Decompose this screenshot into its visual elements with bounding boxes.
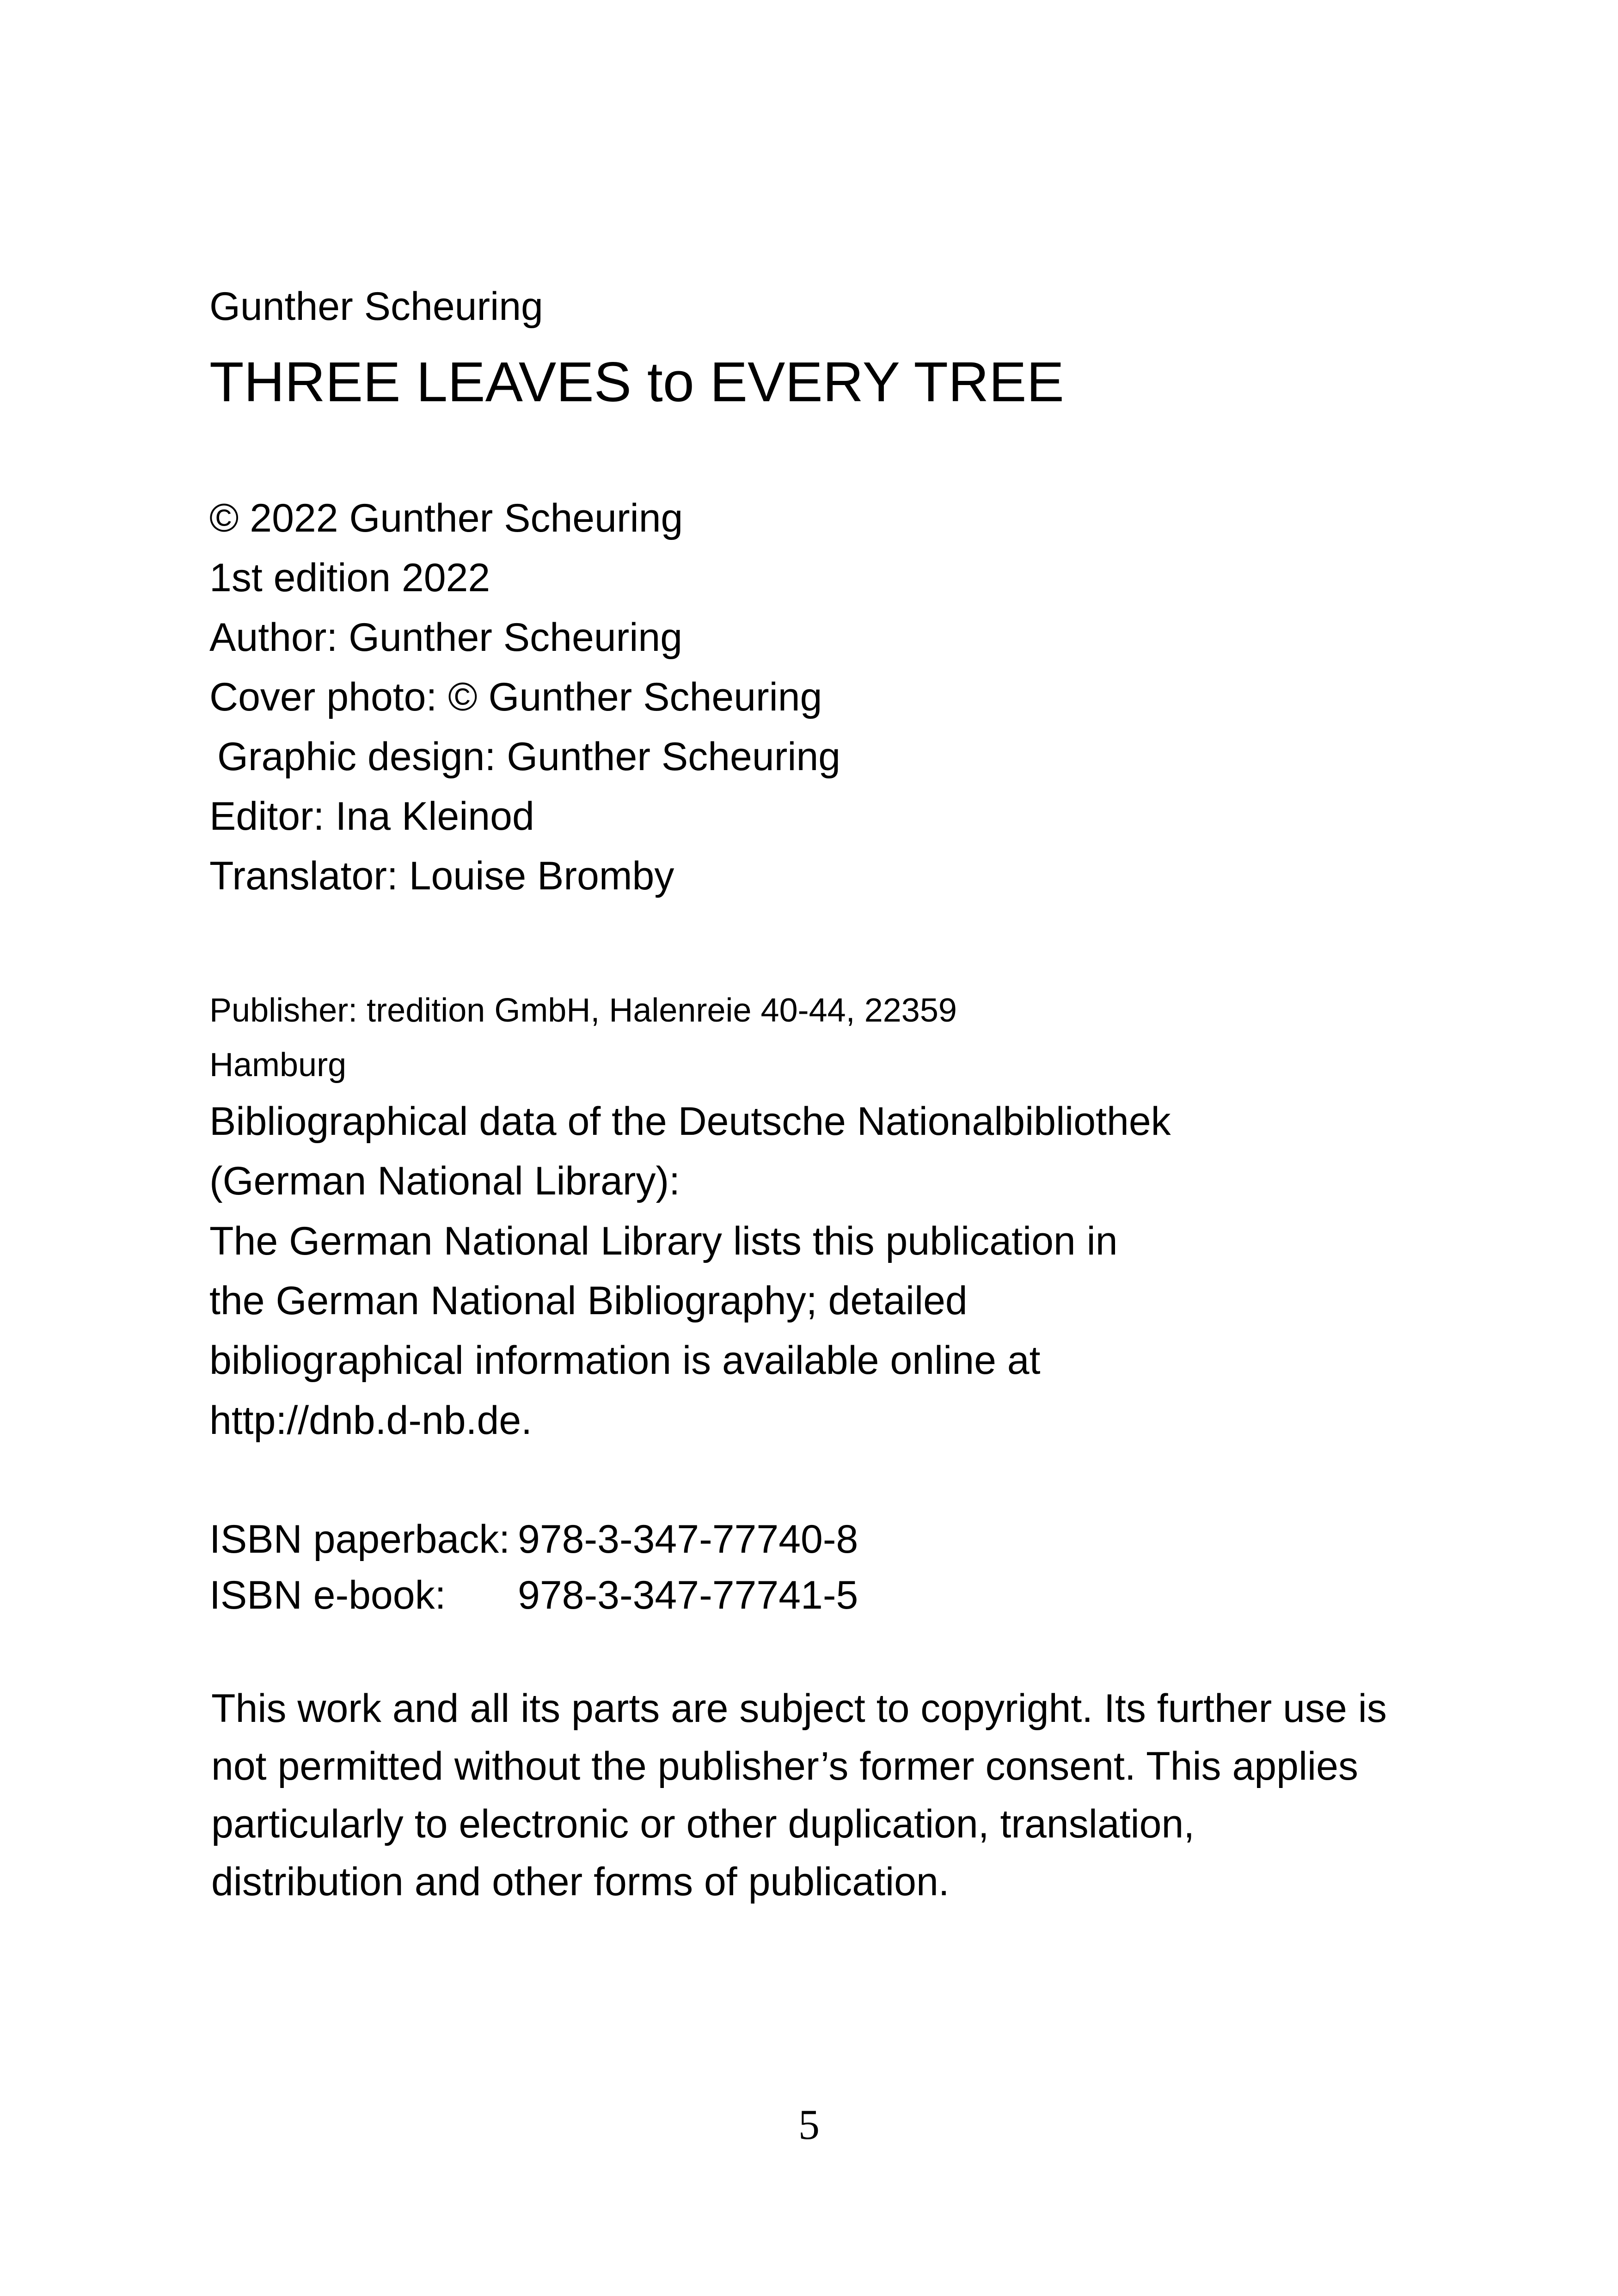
notice-line: not permitted without the publisher’s former consent. This applies (211, 1744, 1358, 1788)
isbn-ebook-label: ISBN e-book: (209, 1573, 446, 1617)
notice-line: particularly to electronic or other duplication, translation, (211, 1802, 1195, 1846)
bibliography-url: http://dnb.d-nb.de. (209, 1398, 533, 1443)
notice-line: This work and all its parts are subject to copyright. Its further use is (211, 1686, 1387, 1731)
graphic-design-credit: Graphic design: Gunther Scheuring (217, 735, 841, 779)
publisher-city: Hamburg (209, 1047, 347, 1084)
publisher-line: Publisher: tredition GmbH, Halenreie 40-44, 22359 (209, 992, 957, 1029)
copyright-line: © 2022 Gunther Scheuring (209, 496, 683, 540)
translator-credit: Translator: Louise Bromby (209, 854, 674, 898)
bibliography-line: the German National Bibliography; detailed (209, 1279, 968, 1323)
author-credit: Author: Gunther Scheuring (209, 615, 683, 660)
cover-photo-credit: Cover photo: © Gunther Scheuring (209, 675, 822, 719)
editor-credit: Editor: Ina Kleinod (209, 794, 534, 839)
isbn-ebook-value: 978-3-347-77741-5 (518, 1573, 858, 1617)
isbn-paperback-label: ISBN paperback: (209, 1517, 510, 1561)
bibliography-line: Bibliographical data of the Deutsche Nationalbibliothek (209, 1099, 1171, 1144)
bibliography-line: (German National Library): (209, 1159, 680, 1203)
book-title: THREE LEAVES to EVERY TREE (209, 350, 1064, 413)
bibliography-line: bibliographical information is available online at (209, 1338, 1041, 1383)
author-name: Gunther Scheuring (209, 284, 543, 329)
isbn-paperback-value: 978-3-347-77740-8 (518, 1517, 858, 1561)
bibliography-line: The German National Library lists this publication in (209, 1219, 1118, 1263)
edition-line: 1st edition 2022 (209, 556, 490, 600)
page-number: 5 (798, 2101, 820, 2148)
notice-line: distribution and other forms of publication. (211, 1860, 950, 1904)
